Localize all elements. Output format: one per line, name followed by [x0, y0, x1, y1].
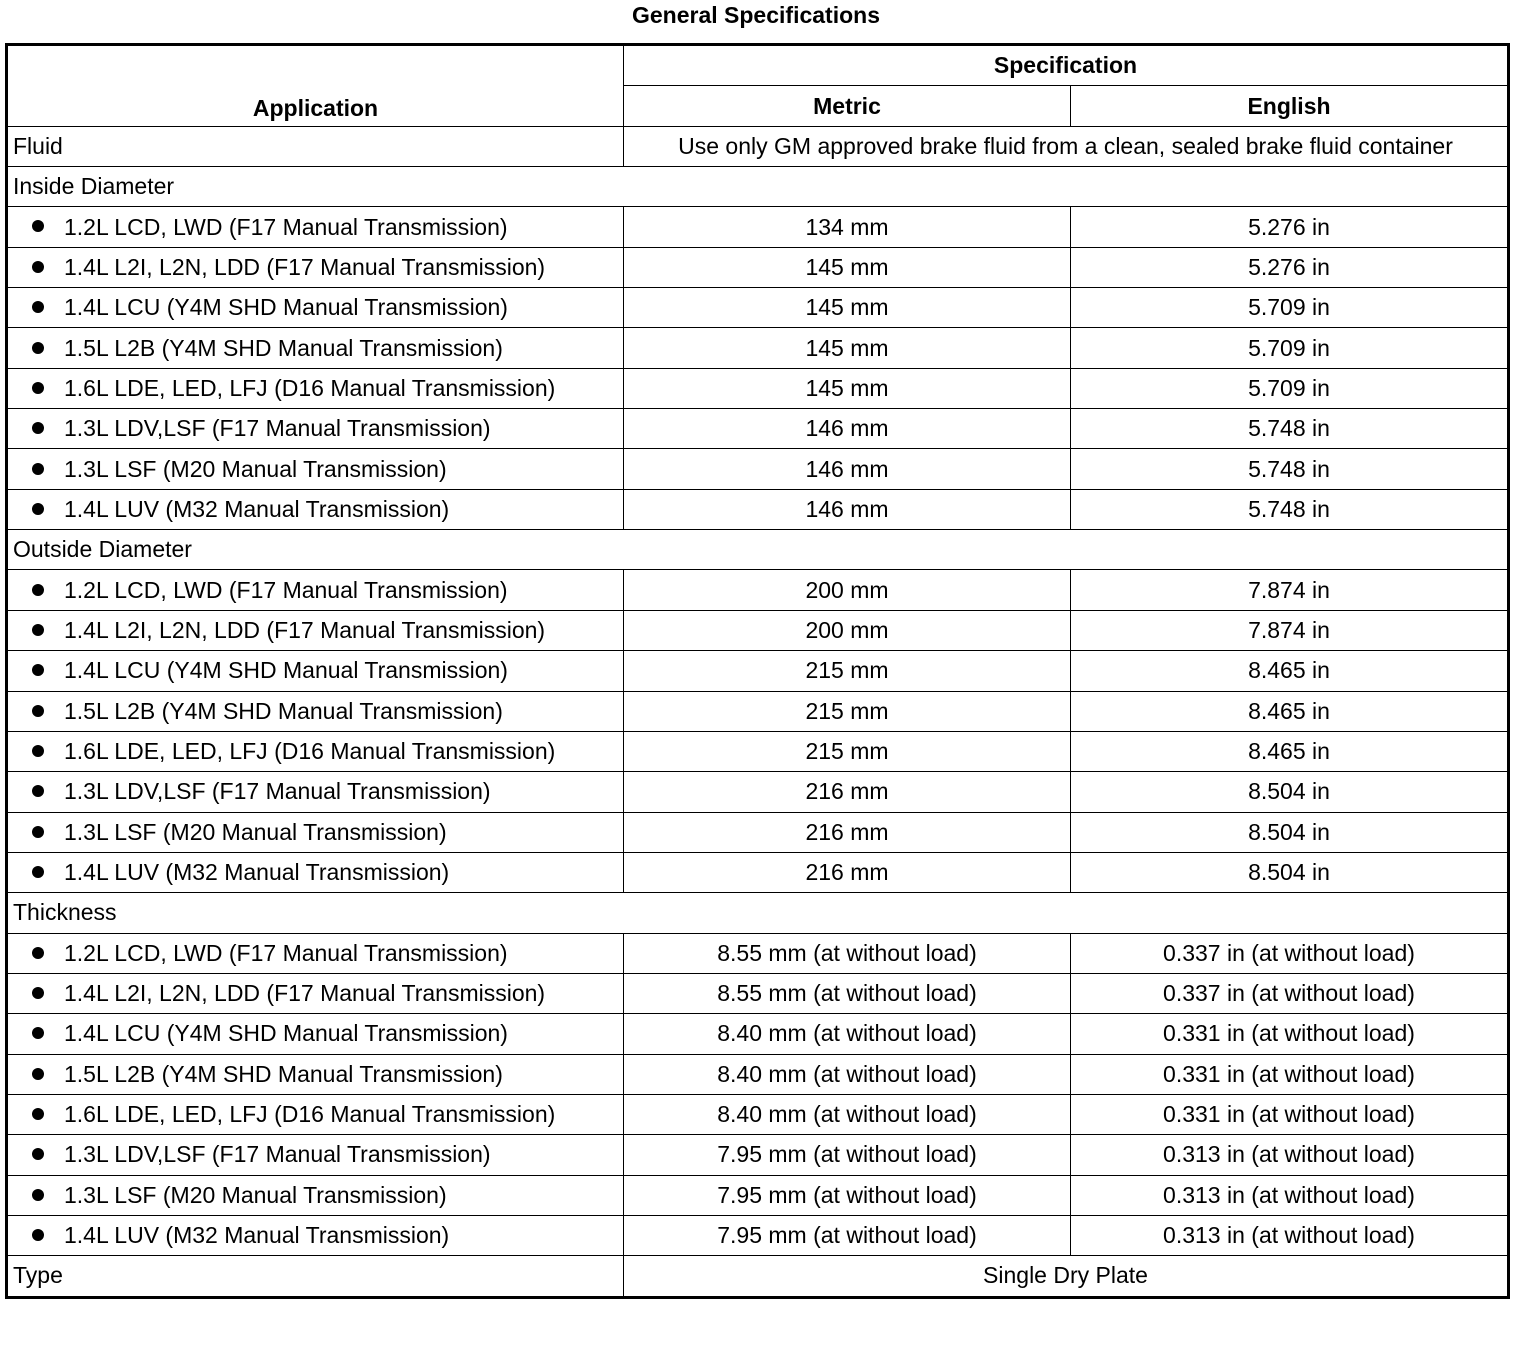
- metric-value: 145 mm: [624, 247, 1071, 287]
- application-cell: [7, 368, 624, 408]
- table-header: [7, 45, 1509, 127]
- application-cell: [7, 1215, 624, 1255]
- application-cell: [7, 207, 624, 247]
- table-row: [7, 288, 1509, 328]
- bullet-icon: [32, 261, 44, 273]
- metric-value: 216 mm: [624, 852, 1071, 892]
- application-text: 1.4L LCU (Y4M SHD Manual Transmission): [64, 657, 508, 684]
- section-label: Inside Diameter: [7, 167, 1509, 207]
- application-text: 1.3L LSF (M20 Manual Transmission): [64, 455, 447, 482]
- application-text: 1.2L LCD, LWD (F17 Manual Transmission): [64, 939, 508, 966]
- english-value: 7.874 in: [1071, 570, 1509, 610]
- application-cell: [7, 651, 624, 691]
- english-value: 8.465 in: [1071, 731, 1509, 771]
- english-value: 0.313 in (at without load): [1071, 1175, 1509, 1215]
- metric-value: 8.55 mm (at without load): [624, 973, 1071, 1013]
- english-value: 0.337 in (at without load): [1071, 973, 1509, 1013]
- metric-value: 145 mm: [624, 368, 1071, 408]
- table-row: [7, 1175, 1509, 1215]
- type-label: Type: [7, 1256, 624, 1297]
- application-cell: [7, 409, 624, 449]
- page-title: General Specifications: [632, 2, 880, 28]
- english-value: 5.709 in: [1071, 328, 1509, 368]
- fluid-row: [7, 126, 1509, 166]
- application-cell: [7, 1014, 624, 1054]
- bullet-icon: [32, 1148, 44, 1160]
- application-header: Application: [7, 45, 624, 127]
- metric-value: 7.95 mm (at without load): [624, 1175, 1071, 1215]
- english-value: 8.504 in: [1071, 772, 1509, 812]
- table-row: [7, 207, 1509, 247]
- table-row: [7, 933, 1509, 973]
- english-value: 0.331 in (at without load): [1071, 1054, 1509, 1094]
- metric-value: 215 mm: [624, 691, 1071, 731]
- english-value: 5.709 in: [1071, 368, 1509, 408]
- english-value: 5.748 in: [1071, 449, 1509, 489]
- application-cell: [7, 852, 624, 892]
- application-cell: [7, 973, 624, 1013]
- english-value: 8.465 in: [1071, 651, 1509, 691]
- english-value: 0.313 in (at without load): [1071, 1135, 1509, 1175]
- table-row: [7, 812, 1509, 852]
- application-cell: [7, 1135, 624, 1175]
- table-row: [7, 409, 1509, 449]
- section-row: [7, 167, 1509, 207]
- table-row: [7, 973, 1509, 1013]
- metric-value: 8.40 mm (at without load): [624, 1054, 1071, 1094]
- table-row: [7, 772, 1509, 812]
- application-cell: [7, 449, 624, 489]
- metric-value: 146 mm: [624, 409, 1071, 449]
- bullet-icon: [32, 947, 44, 959]
- application-text: 1.4L LUV (M32 Manual Transmission): [64, 1222, 450, 1249]
- english-value: 5.748 in: [1071, 489, 1509, 529]
- table-row: [7, 1014, 1509, 1054]
- bullet-icon: [32, 1189, 44, 1201]
- application-cell: [7, 731, 624, 771]
- english-value: 0.313 in (at without load): [1071, 1215, 1509, 1255]
- table-row: [7, 449, 1509, 489]
- table-row: [7, 610, 1509, 650]
- fluid-label: Fluid: [7, 126, 624, 166]
- application-text: 1.2L LCD, LWD (F17 Manual Transmission): [64, 576, 508, 603]
- table-row: [7, 1094, 1509, 1134]
- metric-value: 7.95 mm (at without load): [624, 1135, 1071, 1175]
- application-text: 1.4L L2I, L2N, LDD (F17 Manual Transmission): [64, 980, 546, 1007]
- application-cell: [7, 1054, 624, 1094]
- bullet-icon: [32, 463, 44, 475]
- table-row: [7, 852, 1509, 892]
- application-cell: [7, 772, 624, 812]
- table-row: [7, 247, 1509, 287]
- english-value: 0.331 in (at without load): [1071, 1094, 1509, 1134]
- application-text: 1.6L LDE, LED, LFJ (D16 Manual Transmission): [64, 1101, 556, 1128]
- metric-value: 8.40 mm (at without load): [624, 1014, 1071, 1054]
- type-row: [7, 1256, 1509, 1297]
- metric-value: 215 mm: [624, 731, 1071, 771]
- bullet-icon: [32, 987, 44, 999]
- specification-header: Specification: [624, 45, 1509, 86]
- application-cell: [7, 610, 624, 650]
- table-row: [7, 691, 1509, 731]
- bullet-icon: [32, 422, 44, 434]
- table-row: [7, 368, 1509, 408]
- application-text: 1.4L L2I, L2N, LDD (F17 Manual Transmission): [64, 616, 546, 643]
- bullet-icon: [32, 1068, 44, 1080]
- metric-value: 145 mm: [624, 328, 1071, 368]
- bullet-icon: [32, 1027, 44, 1039]
- specifications-table: [5, 43, 1510, 1299]
- application-text: 1.4L L2I, L2N, LDD (F17 Manual Transmission): [64, 253, 546, 280]
- english-value: 7.874 in: [1071, 610, 1509, 650]
- fluid-value: Use only GM approved brake fluid from a clean, sealed brake fluid container: [624, 126, 1509, 166]
- application-cell: [7, 288, 624, 328]
- table-row: [7, 328, 1509, 368]
- section-row: [7, 530, 1509, 570]
- application-text: 1.5L L2B (Y4M SHD Manual Transmission): [64, 697, 503, 724]
- section-label: Outside Diameter: [7, 530, 1509, 570]
- bullet-icon: [32, 503, 44, 515]
- metric-value: 216 mm: [624, 772, 1071, 812]
- type-value: Single Dry Plate: [624, 1256, 1509, 1297]
- bullet-icon: [32, 624, 44, 636]
- bullet-icon: [32, 745, 44, 757]
- metric-value: 200 mm: [624, 570, 1071, 610]
- table-body: [7, 126, 1509, 1297]
- metric-value: 216 mm: [624, 812, 1071, 852]
- application-text: 1.4L LCU (Y4M SHD Manual Transmission): [64, 1020, 508, 1047]
- application-cell: [7, 570, 624, 610]
- bullet-icon: [32, 220, 44, 232]
- metric-value: 8.40 mm (at without load): [624, 1094, 1071, 1134]
- table-row: [7, 1054, 1509, 1094]
- table-row: [7, 1215, 1509, 1255]
- table-row: [7, 570, 1509, 610]
- application-text: 1.4L LCU (Y4M SHD Manual Transmission): [64, 294, 508, 321]
- bullet-icon: [32, 1229, 44, 1241]
- application-text: 1.4L LUV (M32 Manual Transmission): [64, 495, 450, 522]
- bullet-icon: [32, 664, 44, 676]
- application-cell: [7, 1175, 624, 1215]
- bullet-icon: [32, 1108, 44, 1120]
- table-row: [7, 489, 1509, 529]
- metric-value: 8.55 mm (at without load): [624, 933, 1071, 973]
- bullet-icon: [32, 866, 44, 878]
- bullet-icon: [32, 301, 44, 313]
- application-text: 1.5L L2B (Y4M SHD Manual Transmission): [64, 1060, 503, 1087]
- english-value: 8.504 in: [1071, 812, 1509, 852]
- application-text: 1.6L LDE, LED, LFJ (D16 Manual Transmission): [64, 374, 556, 401]
- application-text: 1.3L LDV,LSF (F17 Manual Transmission): [64, 778, 491, 805]
- metric-value: 200 mm: [624, 610, 1071, 650]
- bullet-icon: [32, 785, 44, 797]
- english-value: 5.709 in: [1071, 288, 1509, 328]
- application-text: 1.5L L2B (Y4M SHD Manual Transmission): [64, 334, 503, 361]
- metric-value: 7.95 mm (at without load): [624, 1215, 1071, 1255]
- bullet-icon: [32, 342, 44, 354]
- application-text: 1.3L LDV,LSF (F17 Manual Transmission): [64, 1141, 491, 1168]
- table-row: [7, 651, 1509, 691]
- metric-value: 146 mm: [624, 449, 1071, 489]
- section-row: [7, 893, 1509, 933]
- application-text: 1.3L LDV,LSF (F17 Manual Transmission): [64, 415, 491, 442]
- bullet-icon: [32, 705, 44, 717]
- english-value: 5.276 in: [1071, 207, 1509, 247]
- english-value: 8.504 in: [1071, 852, 1509, 892]
- application-cell: [7, 247, 624, 287]
- section-label: Thickness: [7, 893, 1509, 933]
- english-header: English: [1071, 86, 1509, 126]
- table-row: [7, 1135, 1509, 1175]
- bullet-icon: [32, 382, 44, 394]
- application-cell: [7, 489, 624, 529]
- metric-value: 134 mm: [624, 207, 1071, 247]
- application-cell: [7, 812, 624, 852]
- metric-header: Metric: [624, 86, 1071, 126]
- application-text: 1.6L LDE, LED, LFJ (D16 Manual Transmission): [64, 738, 556, 765]
- application-text: 1.3L LSF (M20 Manual Transmission): [64, 818, 447, 845]
- table-row: [7, 731, 1509, 771]
- metric-value: 145 mm: [624, 288, 1071, 328]
- bullet-icon: [32, 826, 44, 838]
- english-value: 5.276 in: [1071, 247, 1509, 287]
- header-row-top: [7, 45, 1509, 86]
- bullet-icon: [32, 584, 44, 596]
- english-value: 0.331 in (at without load): [1071, 1014, 1509, 1054]
- application-text: 1.2L LCD, LWD (F17 Manual Transmission): [64, 213, 508, 240]
- english-value: 5.748 in: [1071, 409, 1509, 449]
- application-cell: [7, 328, 624, 368]
- application-cell: [7, 933, 624, 973]
- metric-value: 215 mm: [624, 651, 1071, 691]
- english-value: 8.465 in: [1071, 691, 1509, 731]
- metric-value: 146 mm: [624, 489, 1071, 529]
- application-cell: [7, 1094, 624, 1134]
- application-text: 1.4L LUV (M32 Manual Transmission): [64, 859, 450, 886]
- application-text: 1.3L LSF (M20 Manual Transmission): [64, 1181, 447, 1208]
- application-cell: [7, 691, 624, 731]
- english-value: 0.337 in (at without load): [1071, 933, 1509, 973]
